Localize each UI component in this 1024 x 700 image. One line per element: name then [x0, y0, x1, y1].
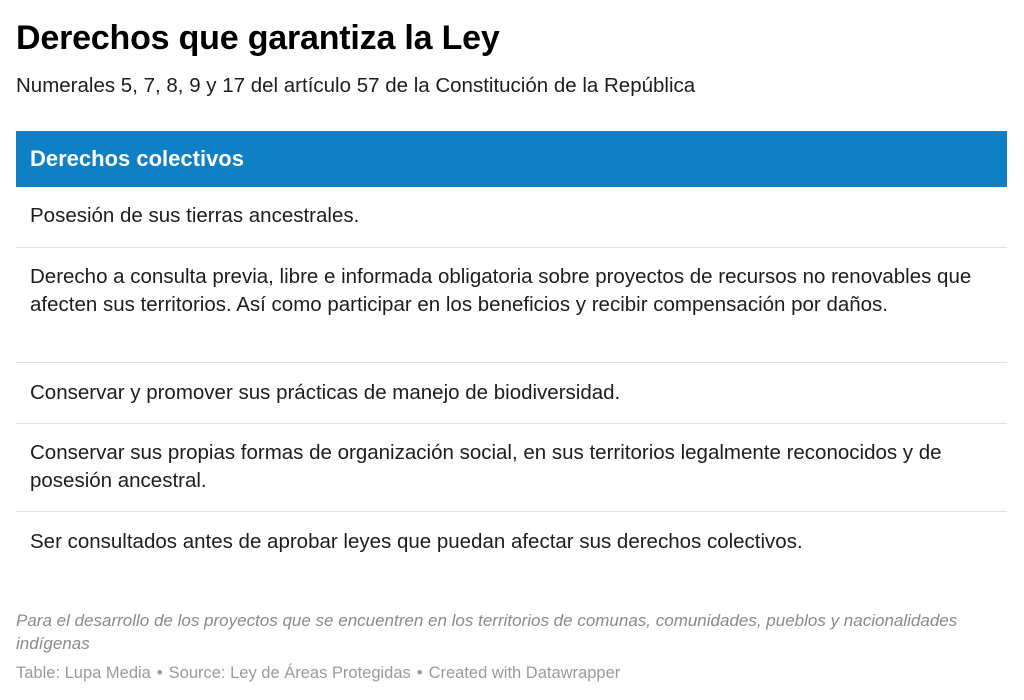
footer-credits [16, 662, 1008, 684]
source-credit: Source: Ley de Áreas Protegidas [168, 664, 411, 682]
footer-separator: • [416, 664, 423, 682]
page-subtitle: Numerales 5, 7, 8, 9 y 17 del artículo 57 de la Constitución de la República [16, 74, 696, 97]
table-row: Conservar sus propias formas de organización social, en sus territorios legalmente reconocidos y de posesión ancestral. [16, 424, 1007, 512]
rights-table [16, 131, 1007, 573]
table-credit: Table: Lupa Media [16, 664, 151, 682]
page-title: Derechos que garantiza la Ley [16, 19, 500, 57]
table-row: Conservar y promover sus prácticas de manejo de biodiversidad. [16, 363, 1007, 424]
table-column-header: Derechos colectivos [16, 131, 1007, 187]
tool-credit: Created with Datawrapper [428, 664, 621, 682]
table-row: Posesión de sus tierras ancestrales. [16, 187, 1007, 248]
footer-separator: • [156, 664, 163, 682]
table-row: Ser consultados antes de aprobar leyes que puedan afectar sus derechos colectivos. [30, 530, 803, 553]
table-notes: Para el desarrollo de los proyectos que se encuentren en los territorios de comunas, comunidades, pueblos y nacionalidades indígenas [16, 611, 958, 653]
table-row: Derecho a consulta previa, libre e informada obligatoria sobre proyectos de recursos no renovables que afecten sus territorios. Así como participar en los beneficios y recibir compensación por daños. [16, 248, 1007, 363]
